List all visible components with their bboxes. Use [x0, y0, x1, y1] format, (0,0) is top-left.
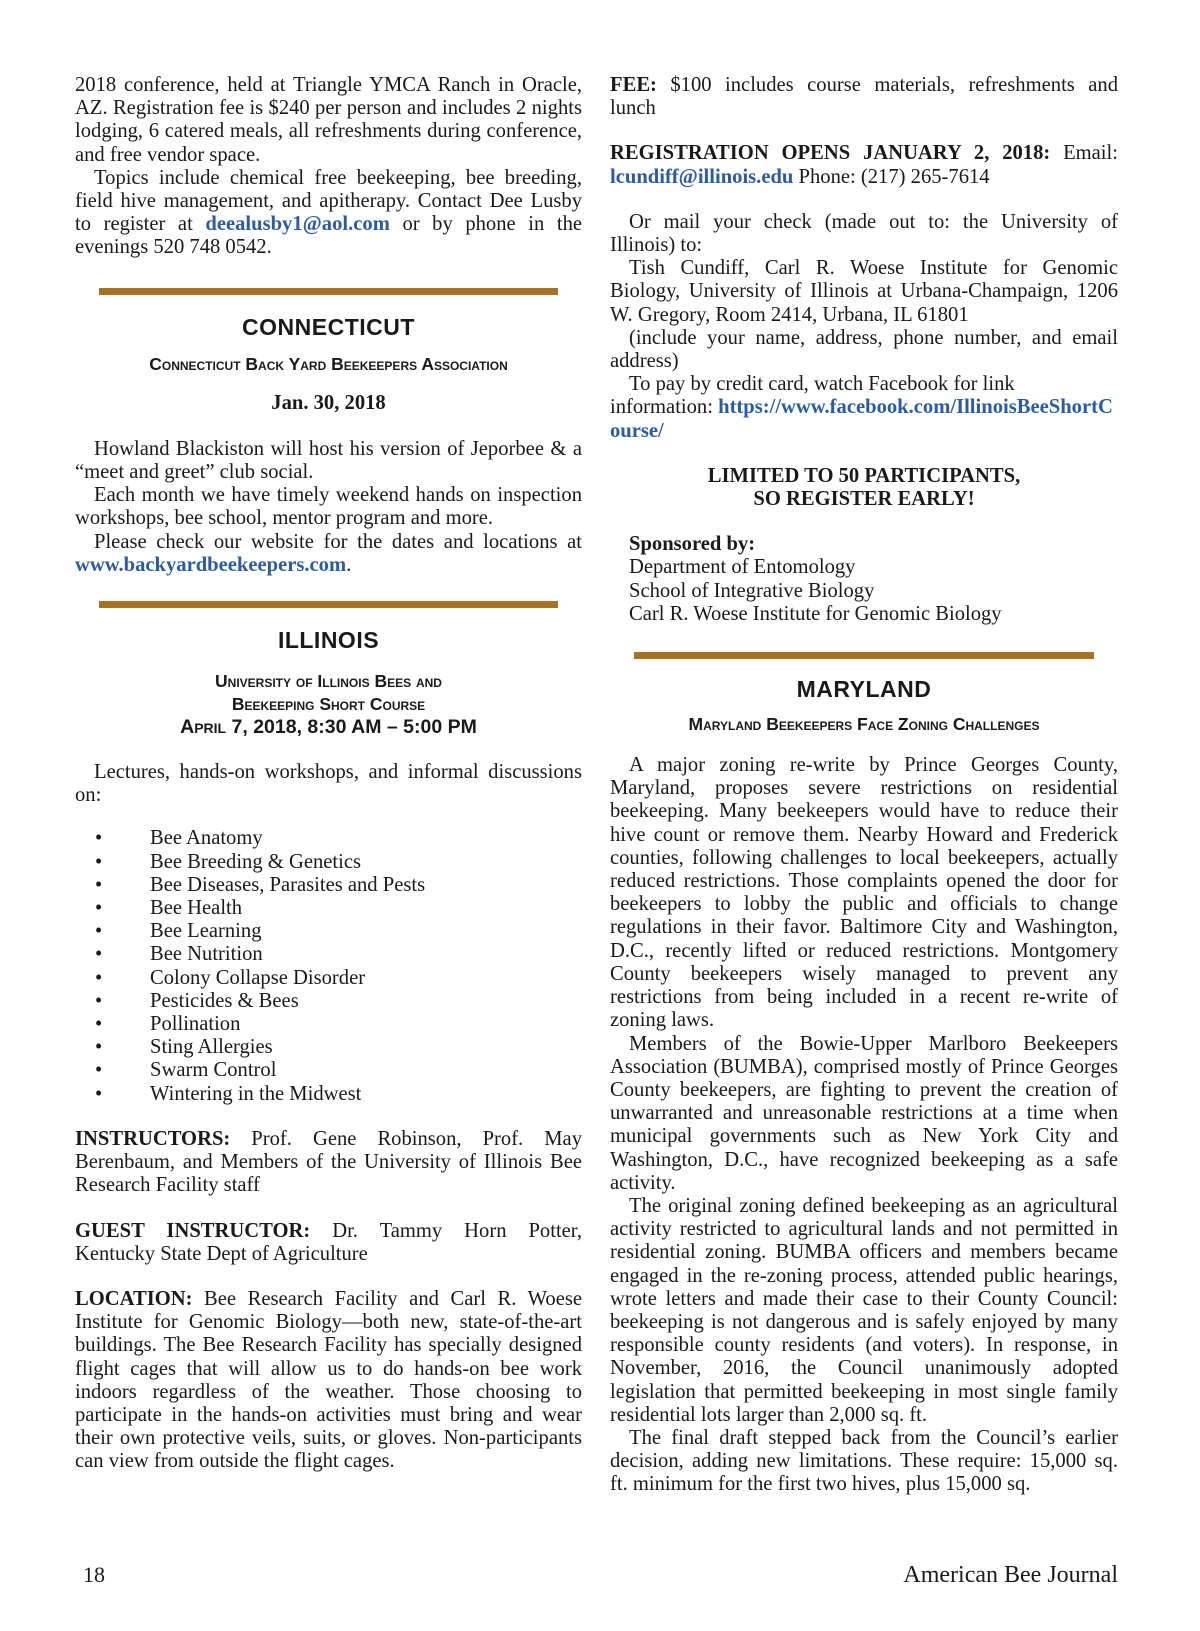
- intro-paragraph-1: 2018 conference, held at Triangle YMCA Ranch in Oracle, AZ. Registration fee is $240 per person and includes 2 nights lodging, 6 catered meals, all refreshments during conference, and free vendor space.: [75, 74, 582, 166]
- spacer: [75, 1106, 582, 1128]
- limited-notice-line-1: LIMITED TO 50 PARTICIPANTS,: [707, 464, 1021, 487]
- list-item: • Bee Nutrition: [75, 943, 582, 966]
- maryland-paragraph-2: Members of the Bowie-Upper Marlboro Beekeepers Association (BUMBA), comprised mostly of Prince Georges County beekeepers, are fighting to prevent the creation of unwarranted and unreasonable restrictions at a time when municipal governments such as New York City and Washington, D.C., have recognized beekeeping as a safe activity.: [610, 1032, 1118, 1194]
- mail-paragraph-2: Tish Cundiff, Carl R. Woese Institute for Genomic Biology, University of Illinois at Urbana-Champaign, 1206 W. Gregory, Room 2414, Urbana, IL 61801: [610, 257, 1118, 326]
- illinois-subheading-line-1: University of Illinois Bees and: [215, 671, 442, 692]
- spacer: [610, 189, 1118, 211]
- intro-paragraph-2: [75, 167, 582, 260]
- list-item: • Colony Collapse Disorder: [75, 967, 582, 990]
- location-label: LOCATION:: [75, 1287, 193, 1310]
- list-item: • Sting Allergies: [75, 1036, 582, 1059]
- registration-label: REGISTRATION OPENS JANUARY 2, 2018:: [610, 142, 1051, 165]
- connecticut-date: Jan. 30, 2018: [271, 391, 386, 414]
- registration-phone: Phone: (217) 265-7614: [793, 165, 990, 188]
- state-heading-maryland: MARYLAND: [796, 676, 932, 703]
- spacer: [610, 120, 1118, 142]
- maryland-paragraph-3: The original zoning defined beekeeping as an agricultural activity restricted to agricultural lands and not permitted in residential zoning. BUMBA officers and members became engaged in the re-zoning process, attended public hearings, wrote letters and made their case to their County Council: beekeeping is not dangerous and is safely enjoyed by many responsible county residents (and voters). In response, in November, 2016, the Council unanimously adopted legislation that permitted beekeeping in most single family residential lots larger than 2,000 sq. ft.: [610, 1194, 1118, 1426]
- spacer: [610, 511, 1118, 533]
- journal-title: American Bee Journal: [903, 1562, 1118, 1588]
- facebook-link[interactable]: https://www.facebook.com/IllinoisBeeShortCourse/: [610, 396, 1113, 442]
- guest-instructor-label: GUEST INSTRUCTOR:: [75, 1219, 311, 1242]
- payment-text: To pay by credit card, watch Facebook for link information:: [610, 373, 1015, 419]
- mail-paragraph-3: (include your name, address, phone number, and email address): [610, 326, 1118, 373]
- illinois-lead: Lectures, hands-on workshops, and informal discussions on:: [75, 761, 582, 807]
- list-item: • Bee Breeding & Genetics: [75, 851, 582, 874]
- state-heading-connecticut: CONNECTICUT: [242, 313, 415, 340]
- fee-paragraph: [610, 74, 1118, 120]
- payment-paragraph: [610, 373, 1118, 443]
- spacer: [75, 1198, 582, 1220]
- section-divider: [99, 601, 558, 608]
- list-item: • Bee Learning: [75, 920, 582, 943]
- mail-paragraph-1: Or mail your check (made out to: the University of Illinois) to:: [610, 210, 1118, 257]
- sponsored-by-label: Sponsored by:: [629, 533, 756, 556]
- instructors-paragraph: [75, 1128, 582, 1198]
- right-column: [610, 74, 1118, 1497]
- topic-list: [75, 827, 582, 1105]
- list-item: • Bee Diseases, Parasites and Pests: [75, 874, 582, 897]
- email-link-dee-lusby[interactable]: deealusby1@aol.com: [205, 213, 390, 236]
- list-item: • Pollination: [75, 1013, 582, 1036]
- list-item: • Bee Health: [75, 897, 582, 920]
- state-heading-illinois: ILLINOIS: [277, 627, 380, 654]
- maryland-paragraph-1: A major zoning re-write by Prince Georges County, Maryland, proposes severe restrictions on residential beekeeping. Many beekeepers would have to reduce their hive count or remove them. Nearby Howard and Frederick counties, following challenges to local beekeepers, actually reduced restrictions. Those complaints opened the door for beekeepers to lobby the public and officials to change regulations in their favor. Baltimore City and Washington, D.C., recently lifted or reduced restrictions. Montgomery County beekeepers wisely managed to prevent any restrictions from being included in a recent re-write of zoning laws.: [610, 754, 1118, 1032]
- sponsor-item: School of Integrative Biology: [629, 579, 875, 602]
- spacer: [75, 807, 582, 827]
- connecticut-paragraph-3: [75, 531, 582, 577]
- connecticut-text-end: .: [346, 553, 352, 576]
- connecticut-subheading: Connecticut Back Yard Beekeepers Association: [149, 353, 508, 374]
- sponsor-item: Department of Entomology: [629, 556, 856, 579]
- list-item: • Pesticides & Bees: [75, 990, 582, 1013]
- list-item: • Wintering in the Midwest: [75, 1083, 582, 1106]
- spacer: [610, 443, 1118, 465]
- page-number: 18: [83, 1562, 105, 1587]
- instructors-text: Prof. Gene Robinson, Prof. May Berenbaum, and Members of the University of Illinois Bee Research Facility staff: [75, 1127, 582, 1197]
- location-text: Bee Research Facility and Carl R. Woese Institute for Genomic Biology—both new, state-of-the-art buildings. The Bee Research Facility has specially designed flight cages that will allow us to do hands-on bee work indoors regardless of the weather. Those choosing to participate in the hands-on activities must bring and wear their own protective veils, suits, or gloves. Non-participants can view from outside the flight cages.: [75, 1287, 582, 1473]
- instructors-label: INSTRUCTORS:: [75, 1127, 231, 1150]
- section-divider: [99, 288, 558, 295]
- maryland-subheading: Maryland Beekeepers Face Zoning Challenges: [688, 714, 1040, 735]
- guest-instructor-text: Dr. Tammy Horn Potter, Kentucky State Dept of Agriculture: [75, 1219, 582, 1265]
- registration-text: Email:: [1050, 142, 1118, 165]
- intro-text-end: or by phone in the evenings 520 748 0542.: [75, 213, 583, 259]
- location-paragraph: [75, 1288, 582, 1474]
- intro-text: Topics include chemical free beekeeping, bee breeding, field hive management, and apitherapy. Contact Dee Lusby to register at: [75, 166, 582, 236]
- spacer: [610, 736, 1118, 754]
- fee-label: FEE:: [610, 74, 657, 96]
- illinois-subheading-line-2: Beekeeping Short Course: [231, 694, 426, 715]
- limited-notice-line-2: SO REGISTER EARLY!: [753, 488, 975, 511]
- fee-text: $100 includes course materials, refreshments and lunch: [610, 74, 1118, 120]
- left-column: [75, 74, 582, 1474]
- spacer: [75, 739, 582, 761]
- email-link-registration[interactable]: lcundiff@illinois.edu: [610, 165, 794, 188]
- connecticut-paragraph-2: Each month we have timely weekend hands on inspection workshops, bee school, mentor program and more.: [75, 484, 582, 530]
- spacer: [75, 1266, 582, 1288]
- connecticut-text: Please check our website for the dates and locations at: [94, 530, 582, 553]
- maryland-paragraph-4: The final draft stepped back from the Council’s earlier decision, adding new limitations. These require: 15,000 sq. ft. minimum for the first two hives, plus 15,000 sq.: [610, 1426, 1118, 1496]
- sponsors-block: [610, 533, 1118, 626]
- illinois-course-date: April 7, 2018, 8:30 AM – 5:00 PM: [180, 716, 477, 739]
- list-item: • Swarm Control: [75, 1059, 582, 1082]
- registration-paragraph: [610, 142, 1118, 188]
- website-link-backyardbeekeepers[interactable]: www.backyardbeekeepers.com: [75, 553, 347, 576]
- section-divider: [634, 652, 1094, 659]
- connecticut-paragraph-1: Howland Blackiston will host his version of Jeporbee & a “meet and greet” club social.: [75, 437, 582, 484]
- spacer: [75, 415, 582, 438]
- sponsor-item: Carl R. Woese Institute for Genomic Biology: [629, 602, 1002, 625]
- list-item: • Bee Anatomy: [75, 827, 582, 850]
- guest-instructor-paragraph: [75, 1220, 582, 1266]
